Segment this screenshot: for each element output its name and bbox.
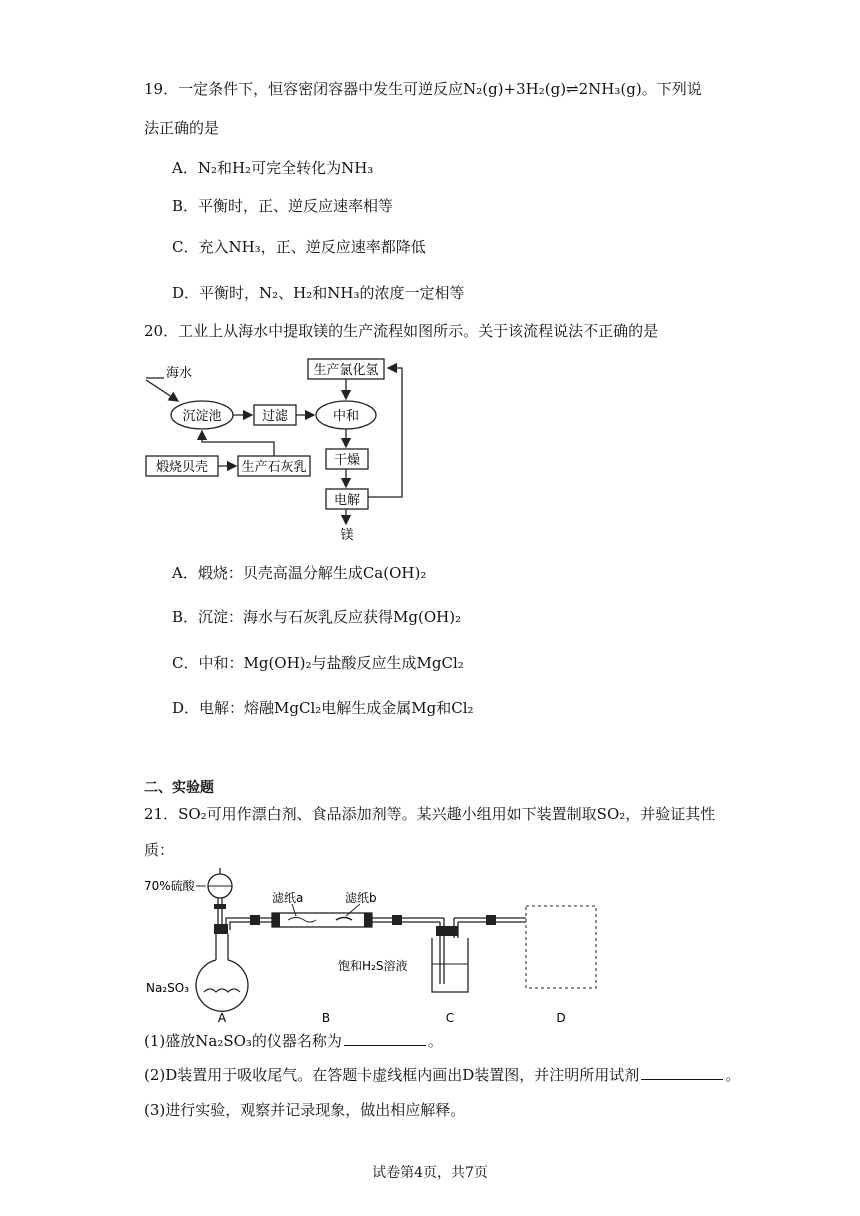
q20-stem: 20．工业上从海水中提取镁的生产流程如图所示。关于该流程说法不正确的是 — [144, 322, 659, 340]
q19-stem-a: 19．一定条件下，恒容密闭容器中发生可逆反应 — [144, 80, 464, 98]
label-d: D — [556, 1011, 566, 1025]
q21-sub1-text: (1)盛放Na₂SO₃的仪器名称为 — [144, 1032, 342, 1050]
flow-lime: 生产石灰乳 — [241, 460, 307, 475]
section-title: 二、实验题 — [144, 780, 214, 796]
flow-magnesium: 镁 — [340, 528, 354, 543]
q19-option-c: C．充入NH₃，正、逆反应速率都降低 — [172, 238, 426, 256]
seawater-arrow — [146, 380, 178, 401]
chlorine-recycle-arrow — [368, 368, 402, 497]
q20-option-a: A．煅烧：贝壳高温分解生成Ca(OH)₂ — [172, 564, 427, 582]
so2-apparatus-diagram — [140, 868, 610, 1028]
q19-stem-line2: 法正确的是 — [144, 119, 220, 137]
q21-sub3: (3)进行实验，观察并记录现象，做出相应解释。 — [144, 1101, 466, 1119]
flow-dry: 干燥 — [333, 453, 361, 468]
label-c: C — [445, 1011, 455, 1025]
q21-sub2 — [144, 1064, 740, 1086]
flow-calcine: 煅烧贝壳 — [155, 460, 209, 475]
q20-option-d: D．电解：熔融MgCl₂电解生成金属Mg和Cl₂ — [172, 699, 474, 717]
apparatus-filter-b-label: 滤纸b — [345, 891, 377, 905]
flow-electrolysis: 电解 — [333, 493, 361, 508]
q21-sub1-end: 。 — [427, 1032, 443, 1050]
answer-blank-2[interactable] — [641, 1065, 723, 1080]
q19-stem-b: 。下列说 — [641, 80, 702, 98]
apparatus-h2s-label: 饱和H₂S溶液 — [338, 959, 408, 973]
glass-tube-b — [272, 913, 372, 927]
answer-blank-1[interactable] — [344, 1031, 426, 1046]
apparatus-filter-a-label: 滤纸a — [272, 891, 304, 905]
dashed-box-d — [526, 906, 596, 988]
apparatus-acid-label: 70%硫酸 — [144, 879, 195, 893]
lime-return-arrow — [202, 431, 274, 456]
q21-sub2-text: (2)D装置用于吸收尾气。在答题卡虚线框内画出D装置图，并注明所用试剂 — [144, 1066, 640, 1084]
q19-equation: N₂(g)+3H₂(g)⇌2NH₃(g) — [463, 80, 642, 98]
apparatus-salt-label: Na₂SO₃ — [146, 981, 190, 995]
mg-flow-diagram — [140, 356, 420, 546]
q19-option-b: B．平衡时，正、逆反应速率相等 — [172, 197, 394, 215]
bottle-c-stopper — [436, 926, 458, 936]
flow-hcl: 生产氯化氢 — [313, 363, 379, 378]
wash-bottle-c — [432, 938, 468, 992]
q19-option-a: A．N₂和H₂可完全转化为NH₃ — [172, 159, 374, 177]
q19-option-d: D．平衡时，N₂、H₂和NH₃的浓度一定相等 — [172, 284, 465, 302]
label-a: A — [217, 1011, 227, 1025]
flow-sediment: 沉淀池 — [182, 409, 222, 424]
q21-sub1 — [144, 1030, 443, 1052]
page-footer: 试卷第4页，共7页 — [372, 1165, 488, 1181]
q20-option-c: C．中和：Mg(OH)₂与盐酸反应生成MgCl₂ — [172, 654, 464, 672]
q21-sub2-end: 。 — [725, 1066, 741, 1084]
q21-stem-line2: 质： — [144, 841, 175, 859]
q19-stem-line1 — [144, 78, 702, 100]
label-b: B — [321, 1011, 331, 1025]
flow-seawater: 海水 — [166, 366, 193, 381]
flow-filter: 过滤 — [261, 409, 289, 424]
flow-neutralize: 中和 — [332, 409, 360, 424]
q20-option-b: B．沉淀：海水与石灰乳反应获得Mg(OH)₂ — [172, 608, 462, 626]
q21-stem-line1: 21．SO₂可用作漂白剂、食品添加剂等。某兴趣小组用如下装置制取SO₂，并验证其性 — [144, 805, 716, 823]
round-bottom-flask — [196, 960, 248, 1011]
